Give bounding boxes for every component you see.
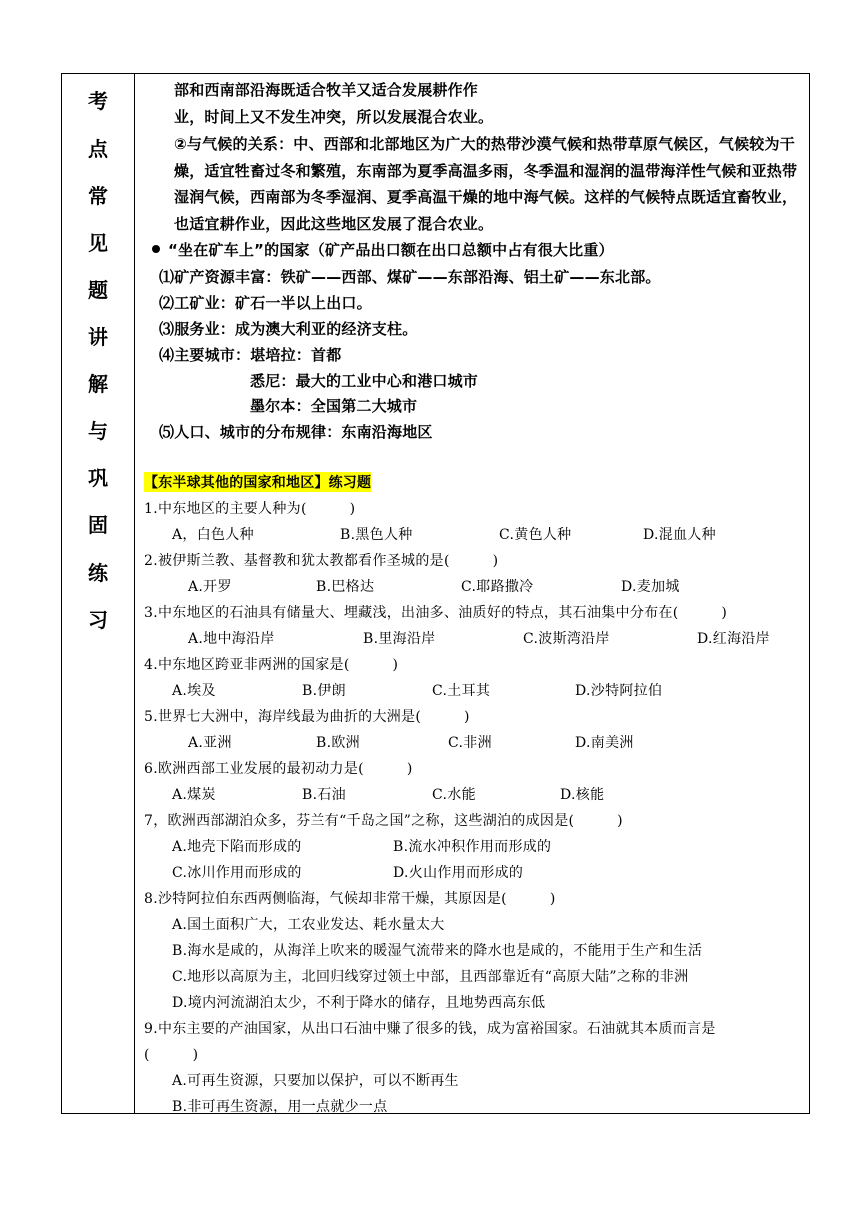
option-b[interactable]: B.流水冲积作用而形成的: [393, 839, 552, 855]
note-line: ②与气候的关系：中、西部和北部地区为广大的热带沙漠气候和热带草原气候区，气候较为干: [174, 135, 795, 153]
question-stem: 4.中东地区跨亚非两洲的国家是( ): [144, 657, 399, 673]
option-c[interactable]: C.土耳其: [432, 683, 491, 699]
option-b[interactable]: B.海水是咸的，从海洋上吹来的暖湿气流带来的降水也是咸的，不能用于生产和生活: [172, 943, 703, 959]
note-line: 部和西南部沿海既适合牧羊又适合发展耕作作: [174, 81, 479, 99]
option-b[interactable]: B.石油: [302, 787, 346, 803]
answer-blank[interactable]: ( ): [144, 1047, 199, 1063]
option-a[interactable]: A.煤炭: [172, 787, 216, 803]
side-label-char: 解: [88, 372, 108, 396]
option-c[interactable]: C.非洲: [448, 735, 492, 751]
option-c[interactable]: C.耶路撒冷: [461, 579, 534, 595]
side-label-char: 考: [88, 89, 108, 113]
option-c[interactable]: C.水能: [432, 787, 476, 803]
note-line: 燥，适宜牲畜过冬和繁殖，东南部为夏季高温多雨，冬季温和湿润的温带海洋性气候和亚热带: [174, 162, 798, 180]
note-point: 墨尔本：全国第二大城市: [250, 397, 418, 415]
side-label-char: 练: [88, 561, 108, 585]
side-label-char: 常: [88, 184, 108, 208]
option-d[interactable]: D.混血人种: [643, 527, 716, 543]
column-divider: [134, 73, 135, 1114]
note-point: ⑷主要城市：堪培拉：首都: [159, 346, 342, 364]
note-point: ⑸人口、城市的分布规律：东南沿海地区: [159, 423, 433, 441]
option-a[interactable]: A.地中海沿岸: [188, 631, 275, 647]
option-d[interactable]: D.麦加城: [621, 579, 680, 595]
bullet-heading-text: “坐在矿车上”的国家（矿产品出口额在出口总额中占有很大比重）: [168, 241, 614, 259]
question-stem: 9.中东主要的产油国家，从出口石油中赚了很多的钱，成为富裕国家。石油就其本质而言是: [144, 1021, 716, 1037]
side-label-char: 固: [88, 513, 108, 537]
note-line: 业，时间上又不发生冲突，所以发展混合农业。: [174, 108, 494, 126]
option-c[interactable]: C.地形以高原为主，北回归线穿过领土中部，且西部靠近有“高原大陆”之称的非洲: [172, 969, 689, 985]
question-stem: 2.被伊斯兰教、基督教和犹太教都看作圣城的是( ): [144, 553, 499, 569]
option-b[interactable]: B.欧洲: [316, 735, 360, 751]
side-label-char: 点: [88, 137, 108, 161]
option-c[interactable]: C.黄色人种: [499, 527, 572, 543]
question-stem: 3.中东地区的石油具有储量大、埋藏浅，出油多、油质好的特点，其石油集中分布在( ): [144, 605, 728, 621]
option-c[interactable]: C.波斯湾沿岸: [523, 631, 610, 647]
option-d[interactable]: D.红海沿岸: [697, 631, 770, 647]
option-b[interactable]: B.伊朗: [302, 683, 346, 699]
bullet-heading: [152, 239, 614, 260]
note-point: ⑴矿产资源丰富：铁矿——西部、煤矿——东部沿海、铝土矿——东北部。: [159, 268, 661, 286]
note-point: 悉尼：最大的工业中心和港口城市: [250, 372, 479, 390]
option-a[interactable]: A.地壳下陷而形成的: [172, 839, 302, 855]
question-stem: 1.中东地区的主要人种为( ): [144, 501, 356, 517]
question-stem: 7，欧洲西部湖泊众多，芬兰有“千岛之国”之称，这些湖泊的成因是( ): [144, 813, 623, 829]
note-point: ⑶服务业：成为澳大利亚的经济支柱。: [159, 320, 418, 338]
option-a[interactable]: A，白色人种: [172, 527, 254, 543]
option-b[interactable]: B.黑色人种: [340, 527, 413, 543]
option-a[interactable]: A.埃及: [172, 683, 216, 699]
option-a[interactable]: A.开罗: [188, 579, 232, 595]
option-d[interactable]: D.南美洲: [575, 735, 634, 751]
note-point: ⑵工矿业：矿石一半以上出口。: [159, 294, 372, 312]
question-stem: 8.沙特阿拉伯东西两侧临海，气候却非常干燥，其原因是( ): [144, 891, 556, 907]
option-a[interactable]: A.亚洲: [188, 735, 232, 751]
side-label-char: 见: [88, 231, 108, 255]
option-c[interactable]: C.冰川作用而形成的: [172, 865, 302, 881]
side-label-char: 习: [88, 608, 108, 632]
option-a[interactable]: A.可再生资源，只要加以保护，可以不断再生: [172, 1073, 459, 1089]
option-d[interactable]: D.火山作用而形成的: [393, 865, 524, 881]
side-label-char: 巩: [88, 466, 108, 490]
option-d[interactable]: D.境内河流湖泊太少，不利于降水的储存，且地势西高东低: [172, 995, 546, 1011]
exercise-title: 【东半球其他的国家和地区】练习题: [144, 472, 371, 492]
question-stem: 6.欧洲西部工业发展的最初动力是( ): [144, 761, 413, 777]
note-line: 也适宜耕作业，因此这些地区发展了混合农业。: [174, 215, 494, 233]
option-a[interactable]: A.国土面积广大，工农业发达、耗水量太大: [172, 917, 445, 933]
side-label-char: 题: [88, 278, 108, 302]
note-line: 湿润气候，西南部为冬季湿润、夏季高温干燥的地中海气候。这样的气候特点既适宜畜牧业，: [174, 188, 798, 206]
option-b[interactable]: B.巴格达: [316, 579, 375, 595]
question-stem: 5.世界七大洲中，海岸线最为曲折的大洲是( ): [144, 709, 470, 725]
option-d[interactable]: D.核能: [560, 787, 605, 803]
option-b[interactable]: B.非可再生资源，用一点就少一点: [172, 1099, 388, 1115]
side-label-char: 讲: [88, 325, 108, 349]
bullet-dot-icon: [152, 245, 160, 253]
option-b[interactable]: B.里海沿岸: [363, 631, 436, 647]
option-d[interactable]: D.沙特阿拉伯: [575, 683, 663, 699]
side-label-char: 与: [88, 419, 108, 443]
